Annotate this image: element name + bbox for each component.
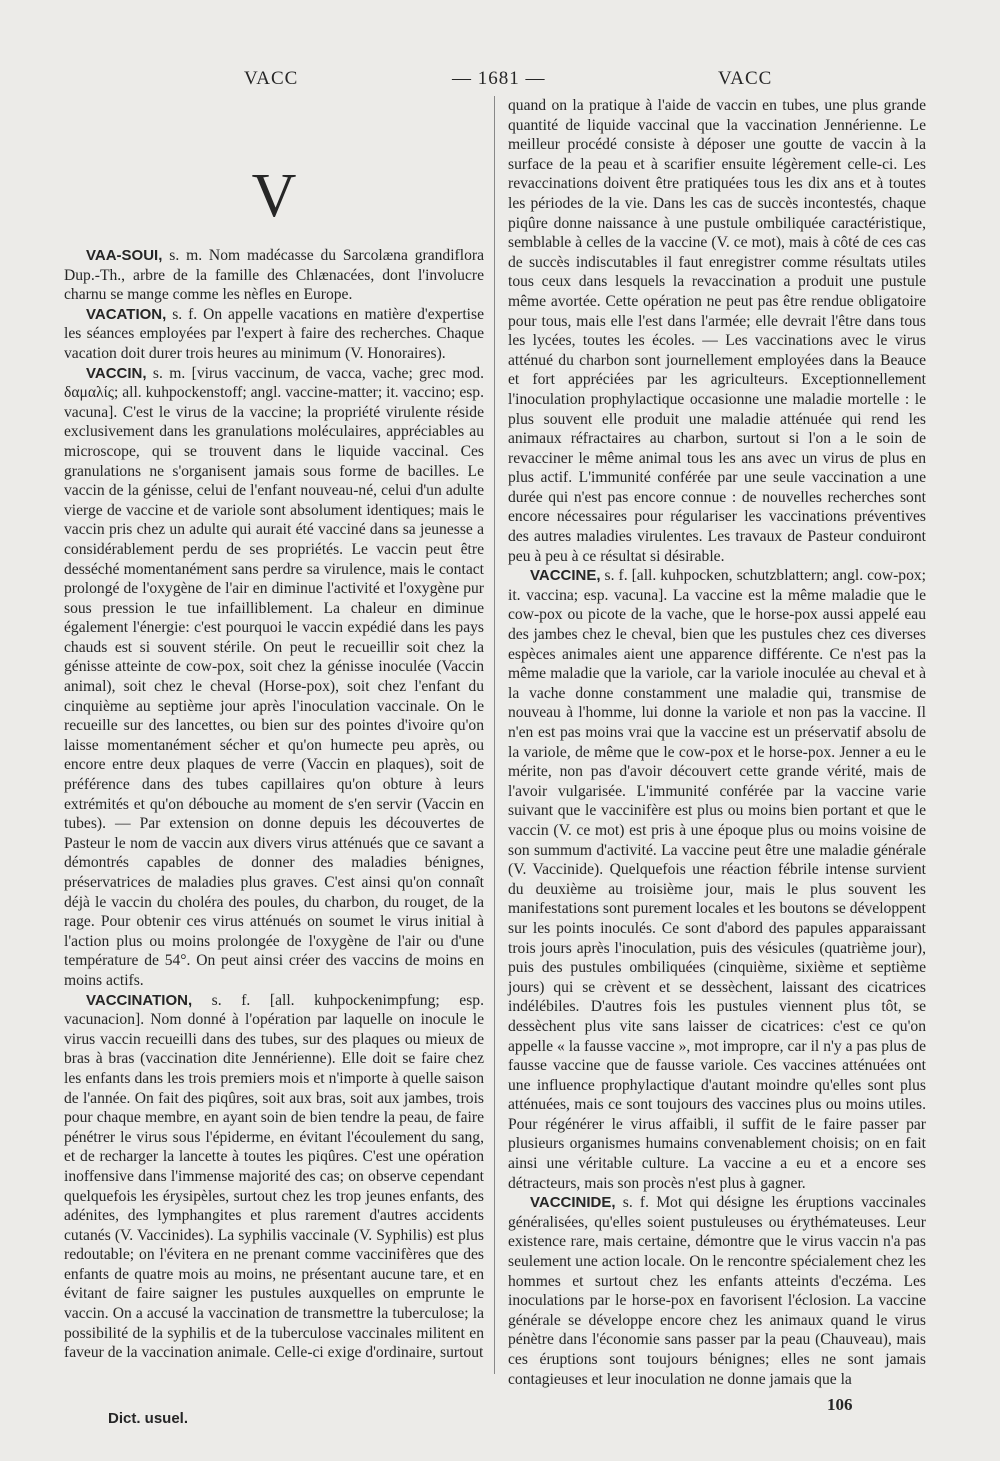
entry-text: s. m. [virus vaccinum, de vacca, vache; grec mod. δαμαλίς; all. kuhpockenstoff; angl. vaccine-matter; it. vaccino; esp. vacuna]. C'est le virus de la vaccine; la propriété virulente réside exclusivement dans les granulations moléculaires, appréciables au microscope, qui se trouvent dans le liquide vaccinal. Ces granulations ne s'organisent jamais sous forme de bacilles. Le vaccin de la génisse, celui de l'enfant nouveau-né, celui d'un adulte vierge de vaccine et de variole sont absolument identiques; mais le vaccin pris chez un adulte qui aurait été vacciné dans sa jeunesse a considérablement perdu de ses propriétés. Le vaccin peut être desséché momentanément sans perdre sa virulence, mais le contact prolongé de l'oxygène de l'air en diminue l'activité et l'oxygène pur sous pression le tue infailliblement. La chaleur en diminue également l'énergie: c'est pourquoi le vaccin expédié dans les pays chauds est si souvent stérile. On peut le recueillir soit chez la génisse atteinte de cow-pox, soit chez la génisse inoculée (Vaccin animal), soit chez le cheval (Horse-pox), soit chez l'enfant du cinquième au septième jour après l'inoculation vaccinale. On le recueille sur des lancettes, ou bien sur des pointes d'ivoire qu'on laisse momentanément sécher et qu'on humecte peu après, ou encore entre deux plaques de verre (Vaccin en plaques), soit de préférence dans des tubes capillaires qu'on obture à leurs extrémités et qu'on débouche au moment de s'en servir (Vaccin en tubes). — Par extension on donne depuis les découvertes de Pasteur le nom de vaccin aux divers virus atténués que ce savant a démontrés capables de donner des maladies bénignes, préservatrices de maladies plus graves. C'est ainsi qu'on connaît déjà le vaccin du choléra des poules, du charbon, du rouget, de la rage. Pour obtenir ces virus atténués on soumet le virus initial à l'action plus ou moins prolongée de l'oxygène de l'air ou d'une température de 54°. On peut ainsi créer des vaccins de moins en moins actifs.	[64, 364, 484, 989]
running-head-left: VACC	[244, 68, 299, 89]
column-divider	[494, 96, 495, 1374]
headword: VACCINATION,	[86, 991, 193, 1009]
entry-vaccinide	[508, 1193, 926, 1389]
entry-vaccine	[508, 566, 926, 1193]
entry-vacation	[64, 305, 484, 364]
entry-text: s. f. [all. kuhpocken, schutzblattern; angl. cow-pox; it. vaccina; esp. vacuna]. La vaccine est la même maladie que le cow-pox ou picote de la vache, que le horse-pox aussi appelé eau des jambes chez le cheval, bien que les pustules chez ces diverses espèces animales aient une apparence différente. Ce n'est pas la même maladie que la variole, car la variole inoculée au cheval et à la vache donne constamment une maladie qui, transmise de nouveau à l'homme, lui donne la variole et non pas la vaccine. Il n'en est pas moins vrai que la vaccine est un préservatif absolu de la variole, de même que le cow-pox et le horse-pox. Jenner a eu le mérite, non pas d'avoir découvert cette grande vérité, mais de l'avoir vulgarisée. L'immunité conférée par la vaccine varie suivant que le vaccinifère est plus ou moins bien portant et que le vaccin (V. ce mot) est pris à une époque plus ou moins voisine de son summum d'activité. La vaccine peut être une maladie générale (V. Vaccinide). Quelquefois une réaction fébrile intense survient du deuxième au troisième jour, mais le plus souvent les manifestations sont purement locales et les boutons se développent sur les points inoculés. Ce sont d'abord des papules apparaissant trois jours après l'inoculation, puis des vésicules (quatrième jour), puis des pustules ombiliquées (cinquième, sixième et septième jours) qui se crèvent et se dessèchent, laissant des cicatrices indélébiles. D'autres fois les pustules viennent plus tôt, se dessèchent plus vite sans laisser de cicatrices: c'est ce qu'on appelle « la fausse vaccine », mot impropre, car il n'y a pas plus de fausse vaccine que de fausse variole. Ces vaccines atténuées ont une influence prophylactique d'autant moindre qu'elles sont plus atténuées, mais ce sont toujours des vaccines plus ou moins utiles. Pour régénérer le virus affaibli, il suffit de le faire passer par plusieurs organismes humains convenablement choisis; on en fait ainsi une véritable culture. La vaccine a eu et a encore ses détracteurs, mais son procès n'est plus à gagner.	[508, 567, 926, 1192]
entry-vaccin	[64, 364, 484, 991]
headword: VACCINE,	[530, 567, 601, 585]
entry-text: s. f. On appelle vacations en matière d'expertise les séances employées par l'expert à faire des recherches. Chaque vacation doit durer trois heures au minimum (V. Honoraires).	[64, 305, 484, 362]
entry-vaccination	[64, 991, 484, 1363]
signature-mark: Dict. usuel.	[108, 1410, 189, 1427]
headword: VACCIN,	[86, 364, 147, 382]
running-head-right: VACC	[718, 68, 773, 89]
headword: VACATION,	[86, 305, 167, 323]
page-number: — 1681 —	[452, 68, 546, 89]
headword: VAA-SOUI,	[86, 247, 163, 264]
entry-text: s. m. Nom madécasse du Sarcolæna grandiflora Dup.-Th., arbre de la famille des Chlænacées, dont l'involucre charnu se mange comme les nèfles en Europe.	[64, 247, 484, 304]
entry-vaa-soui	[64, 246, 484, 305]
entry-text: quand on la pratique à l'aide de vaccin en tubes, une plus grande quantité de liquide vaccinal que la vaccination Jennérienne. Le meilleur procédé consiste à déposer une goutte de vaccin à la surface de la peau et à scarifier ensuite légèrement celle-ci. Les revaccinations doivent être pratiquées tous les dix ans et à toutes les périodes de la vie. Dans les cas de succès incontestés, chaque piqûre donne naissance à une pustule ombiliquée caractéristique, semblable à celles de la vaccine (V. ce mot), mais à côté de ces cas de succès indiscutables il faut enregistrer comme résultats utiles tous ceux dans lesquels la revaccination a produit une pustule même avortée. Cette opération ne peut pas être rendue obligatoire pour tous, mais elle l'est dans l'armée; elle devrait l'être dans tous les lycées, toutes les écoles. — Les vaccinations avec le virus atténué du charbon sont journellement employées dans la Beauce et fort appréciées par les agriculteurs. Exceptionnellement l'inoculation prophylactique occasionne une maladie mortelle : le plus souvent elle produit une maladie atténuée qui rend les animaux réfractaires au charbon, surtout si l'on a le soin de revacciner le même animal tous les ans avec un virus de plus en plus actif. L'immunité conférée par une seule vaccination a une durée qui n'est pas encore connue : de nouvelles recherches sont encore nécessaires pour régulariser les vaccinations préventives des autres maladies virulentes. Les travaux de Pasteur conduiront peu à peu à ce résultat si désirable.	[508, 97, 926, 565]
left-column	[64, 160, 484, 1363]
right-column	[508, 96, 926, 1389]
section-letter: V	[251, 162, 297, 230]
entry-text: s. f. [all. kuhpockenimpfung; esp. vacunacion]. Nom donné à l'opération par laquelle on inocule le virus vaccin recueilli dans des tubes, sur des plaques ou mieux de bras à bras (vaccination dite Jennérienne). Elle doit se faire chez les enfants dans les trois premiers mois et n'importe à quelle saison de l'année. On fait des piqûres, soit aux bras, soit aux jambes, trois pour chaque membre, en ayant soin de bien tendre la peau, de faire pénétrer le virus sous l'épiderme, en évitant l'écoulement du sang, et de recharger la lancette à toutes les piqûres. C'est une opération inoffensive dans l'immense majorité des cas; on observe cependant quelquefois les érysipèles, surtout chez les trop jeunes enfants, des adénites, des lymphangites et plus rarement d'autres accidents cutanés (V. Vaccinides). La syphilis vaccinale (V. Syphilis) est plus redoutable; on l'évitera en ne prenant comme vaccinifères que des enfants de quatre mois au moins, ne présentant aucune tare, et en évitant de faire saigner les pustules auxquelles on emprunte le vaccin. On a accusé la vaccination de transmettre la tuberculose; la possibilité de la syphilis et de la tuberculose vaccinales militent en faveur de la vaccination animale. Celle-ci exige d'ordinaire, surtout	[64, 991, 484, 1362]
sheet-number: 106	[827, 1395, 853, 1414]
entry-text: s. f. Mot qui désigne les éruptions vaccinales généralisées, qu'elles soient pustuleuses ou érythémateuses. Leur existence rare, mais certaine, démontre que le virus vaccin n'a pas seulement une action locale. On le rencontre spécialement chez les hommes et surtout chez les enfants atteints d'eczéma. Les inoculations par le horse-pox en favorisent l'éclosion. La vaccine générale se développe encore chez les animaux quand le virus pénètre dans l'économie sans passer par la peau (Chauveau), mais ces éruptions sont toujours bénignes; elles ne sont jamais contagieuses et leur inoculation ne donne jamais que la	[508, 1194, 926, 1388]
headword: VACCINIDE,	[530, 1194, 616, 1212]
entry-vaccination-continued	[508, 96, 926, 566]
